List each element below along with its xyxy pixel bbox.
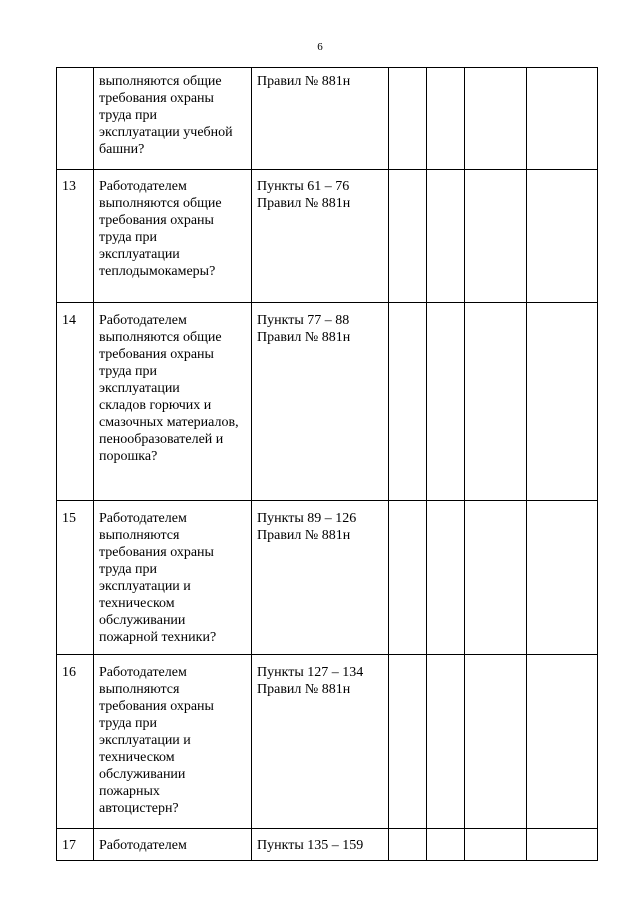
row-number-cell: 17 — [57, 829, 94, 861]
answer-na-cell — [465, 303, 527, 501]
notes-cell — [527, 829, 598, 861]
question-cell: Работодателем выполняются общие требования охраны труда при эксплуатации теплодымокамеры? — [94, 170, 252, 303]
question-cell: выполняются общие требования охраны труда при эксплуатации учебной башни? — [94, 68, 252, 170]
answer-no-cell — [427, 68, 465, 170]
answer-yes-cell — [389, 829, 427, 861]
page-number: 6 — [317, 41, 323, 53]
row-number-cell: 15 — [57, 501, 94, 655]
notes-cell — [527, 170, 598, 303]
table-row — [57, 829, 598, 861]
row-number-cell: 16 — [57, 655, 94, 829]
question-cell: Работодателем выполняются требования охраны труда при эксплуатации и техническом обслуживании пожарной техники? — [94, 501, 252, 655]
answer-no-cell — [427, 655, 465, 829]
table-row — [57, 501, 598, 655]
table-row — [57, 170, 598, 303]
question-cell: Работодателем выполняются требования охраны труда при эксплуатации и техническом обслуживании пожарных автоцистерн? — [94, 655, 252, 829]
table-row — [57, 303, 598, 501]
reference-cell: Пункты 135 – 159 — [252, 829, 389, 861]
answer-no-cell — [427, 303, 465, 501]
answer-yes-cell — [389, 170, 427, 303]
answer-na-cell — [465, 501, 527, 655]
answer-na-cell — [465, 655, 527, 829]
table-row — [57, 655, 598, 829]
notes-cell — [527, 303, 598, 501]
reference-cell: Пункты 77 – 88 Правил № 881н — [252, 303, 389, 501]
answer-yes-cell — [389, 68, 427, 170]
answer-no-cell — [427, 501, 465, 655]
row-number-cell: 13 — [57, 170, 94, 303]
answer-yes-cell — [389, 303, 427, 501]
checklist-table — [56, 67, 598, 861]
answer-yes-cell — [389, 655, 427, 829]
notes-cell — [527, 68, 598, 170]
answer-no-cell — [427, 170, 465, 303]
reference-cell: Пункты 61 – 76 Правил № 881н — [252, 170, 389, 303]
answer-yes-cell — [389, 501, 427, 655]
reference-cell: Пункты 89 – 126 Правил № 881н — [252, 501, 389, 655]
notes-cell — [527, 655, 598, 829]
answer-na-cell — [465, 829, 527, 861]
answer-na-cell — [465, 68, 527, 170]
answer-na-cell — [465, 170, 527, 303]
reference-cell: Правил № 881н — [252, 68, 389, 170]
row-number-cell: 14 — [57, 303, 94, 501]
reference-cell: Пункты 127 – 134 Правил № 881н — [252, 655, 389, 829]
answer-no-cell — [427, 829, 465, 861]
question-cell: Работодателем — [94, 829, 252, 861]
row-number-cell — [57, 68, 94, 170]
question-cell: Работодателем выполняются общие требования охраны труда при эксплуатации складов горючих и смазочных материалов, пенообразователей и порошка? — [94, 303, 252, 501]
table-row — [57, 68, 598, 170]
notes-cell — [527, 501, 598, 655]
